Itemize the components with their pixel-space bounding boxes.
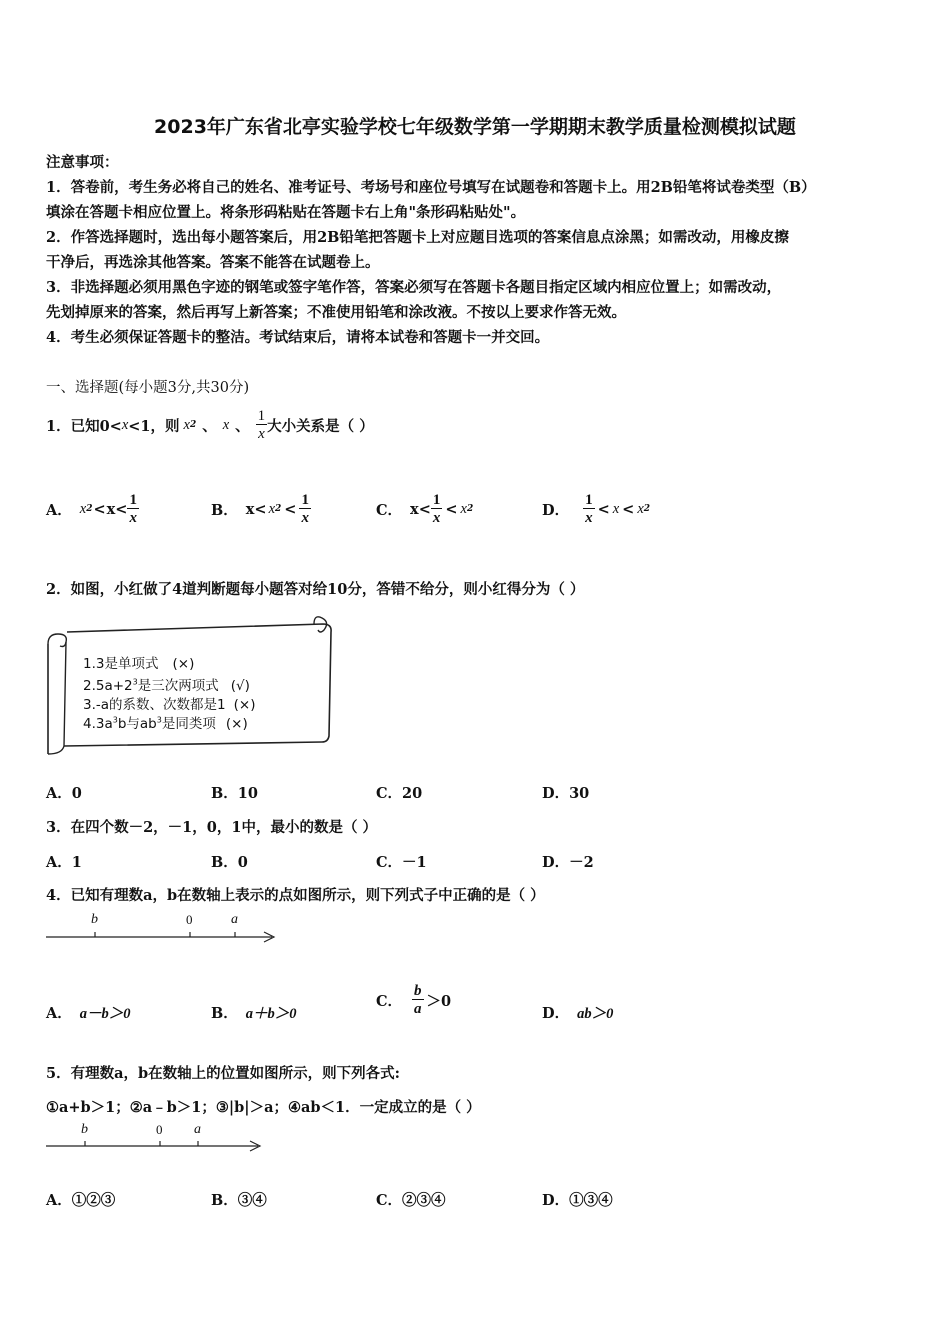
question-4: 4．已知有理数a，b在数轴上表示的点如图所示，则下列式子中正确的是（ ） bbox=[46, 887, 545, 904]
q4-option-c[interactable]: C． $\frac{b}{a}$ ＞0 bbox=[376, 982, 452, 1017]
q4-option-d[interactable]: D． ab＞0 bbox=[542, 1005, 614, 1022]
q4-option-b[interactable]: B． a＋b＞0 bbox=[211, 1005, 297, 1022]
q1-option-b[interactable]: B． x < x 2 < $\frac{1}{x}$ bbox=[211, 491, 309, 526]
notice-line-5: 3．非选择题必须用黑色字迹的钢笔或签字笔作答，答案必须写在答题卡各题目指定区域内相应位置上；如需改动， bbox=[46, 279, 782, 296]
q1-option-a[interactable]: A． x 2 < x < $\frac{1}{x}$ bbox=[46, 491, 137, 526]
notice-section bbox=[46, 150, 816, 350]
notice-line-7: 4．考生必须保证答题卡的整洁。考试结束后，请将本试卷和答题卡一并交回。 bbox=[46, 329, 550, 346]
q2-option-c[interactable]: C．20 bbox=[376, 785, 423, 802]
notice-line-2: 填涂在答题卡相应位置上。将条形码粘贴在答题卡右上角"条形码粘贴处"。 bbox=[46, 204, 526, 221]
question-5: 5．有理数a，b在数轴上的位置如图所示，则下列各式: bbox=[46, 1065, 400, 1082]
notice-line-1: 1．答卷前，考生务必将自己的姓名、准考证号、考场号和座位号填写在试题卷和答题卡上。用2B铅笔将试卷类型（B） bbox=[46, 179, 816, 196]
q2-option-d[interactable]: D．30 bbox=[542, 785, 590, 802]
notice-line-6: 先划掉原来的答案，然后再写上新答案；不准使用铅笔和涂改液。不按以上要求作答无效。 bbox=[46, 304, 626, 321]
q5-option-c[interactable]: C．②③④ bbox=[376, 1192, 446, 1209]
scroll-line-1: 1.3是单项式 (×) bbox=[83, 656, 195, 672]
question-5-statements: ①a+b＞1；②a﹣b＞1；③|b|＞a；④ab＜1．一定成立的是（ ） bbox=[46, 1099, 481, 1116]
number-line-q4 bbox=[44, 910, 280, 946]
axis-label-b: b bbox=[91, 912, 98, 927]
q1-option-c[interactable]: C． x < $\frac{1}{x}$ < x 2 bbox=[376, 491, 474, 526]
axis-label-a: a bbox=[231, 912, 238, 927]
question-1: 1．已知0< x <1，则 x 2 、 x 、 $\frac{1}{x}$ 大小关系是（ ） bbox=[46, 407, 374, 442]
section-heading: 一、选择题(每小题3分,共30分) bbox=[46, 380, 250, 396]
q2-option-b[interactable]: B．10 bbox=[211, 785, 258, 802]
q1-option-d[interactable]: D． $\frac{1}{x}$ < x < x 2 bbox=[542, 491, 651, 526]
scroll-line-2: $2.5a+2^3$是三次两项式 (√) bbox=[83, 677, 250, 694]
number-line-q5 bbox=[44, 1122, 266, 1156]
page-title: 2023年广东省北亭实验学校七年级数学第一学期期末教学质量检测模拟试题 bbox=[154, 116, 796, 138]
axis-label-zero: 0 bbox=[156, 1122, 163, 1137]
question-3: 3．在四个数－2，－1，0，1中，最小的数是（ ） bbox=[46, 819, 377, 836]
notice-line-3: 2．作答选择题时，选出每小题答案后，用2B铅笔把答题卡上对应题目选项的答案信息点涂黑；如需改动，用橡皮擦 bbox=[46, 229, 789, 246]
axis-label-a: a bbox=[194, 1122, 201, 1137]
scroll-line-4: $4.3a^3b$与$ab^3$是同类项 (×) bbox=[83, 715, 248, 732]
notice-heading: 注意事项： bbox=[46, 154, 119, 171]
notice-line-4: 干净后，再选涂其他答案。答案不能答在试题卷上。 bbox=[46, 254, 380, 271]
fraction-1-over-x: $\frac{1}{x}$ bbox=[257, 407, 266, 442]
scroll-figure bbox=[40, 616, 340, 760]
scroll-line-3: 3.-a的系数、次数都是1 (×) bbox=[83, 697, 256, 713]
q3-option-c[interactable]: C．－1 bbox=[376, 854, 427, 871]
q3-option-b[interactable]: B．0 bbox=[211, 854, 248, 871]
q4-option-a[interactable]: A． a－b＞0 bbox=[46, 1005, 131, 1022]
axis-label-zero: 0 bbox=[186, 912, 193, 927]
q5-option-d[interactable]: D．①③④ bbox=[542, 1192, 613, 1209]
q5-option-b[interactable]: B．③④ bbox=[211, 1192, 267, 1209]
axis-label-b: b bbox=[81, 1122, 88, 1137]
q3-option-a[interactable]: A．1 bbox=[46, 854, 82, 871]
question-2: 2．如图，小红做了4道判断题每小题答对给10分，答错不给分，则小红得分为（ ） bbox=[46, 581, 585, 598]
q3-option-d[interactable]: D．－2 bbox=[542, 854, 594, 871]
q2-option-a[interactable]: A．0 bbox=[46, 785, 82, 802]
q5-option-a[interactable]: A．①②③ bbox=[46, 1192, 116, 1209]
